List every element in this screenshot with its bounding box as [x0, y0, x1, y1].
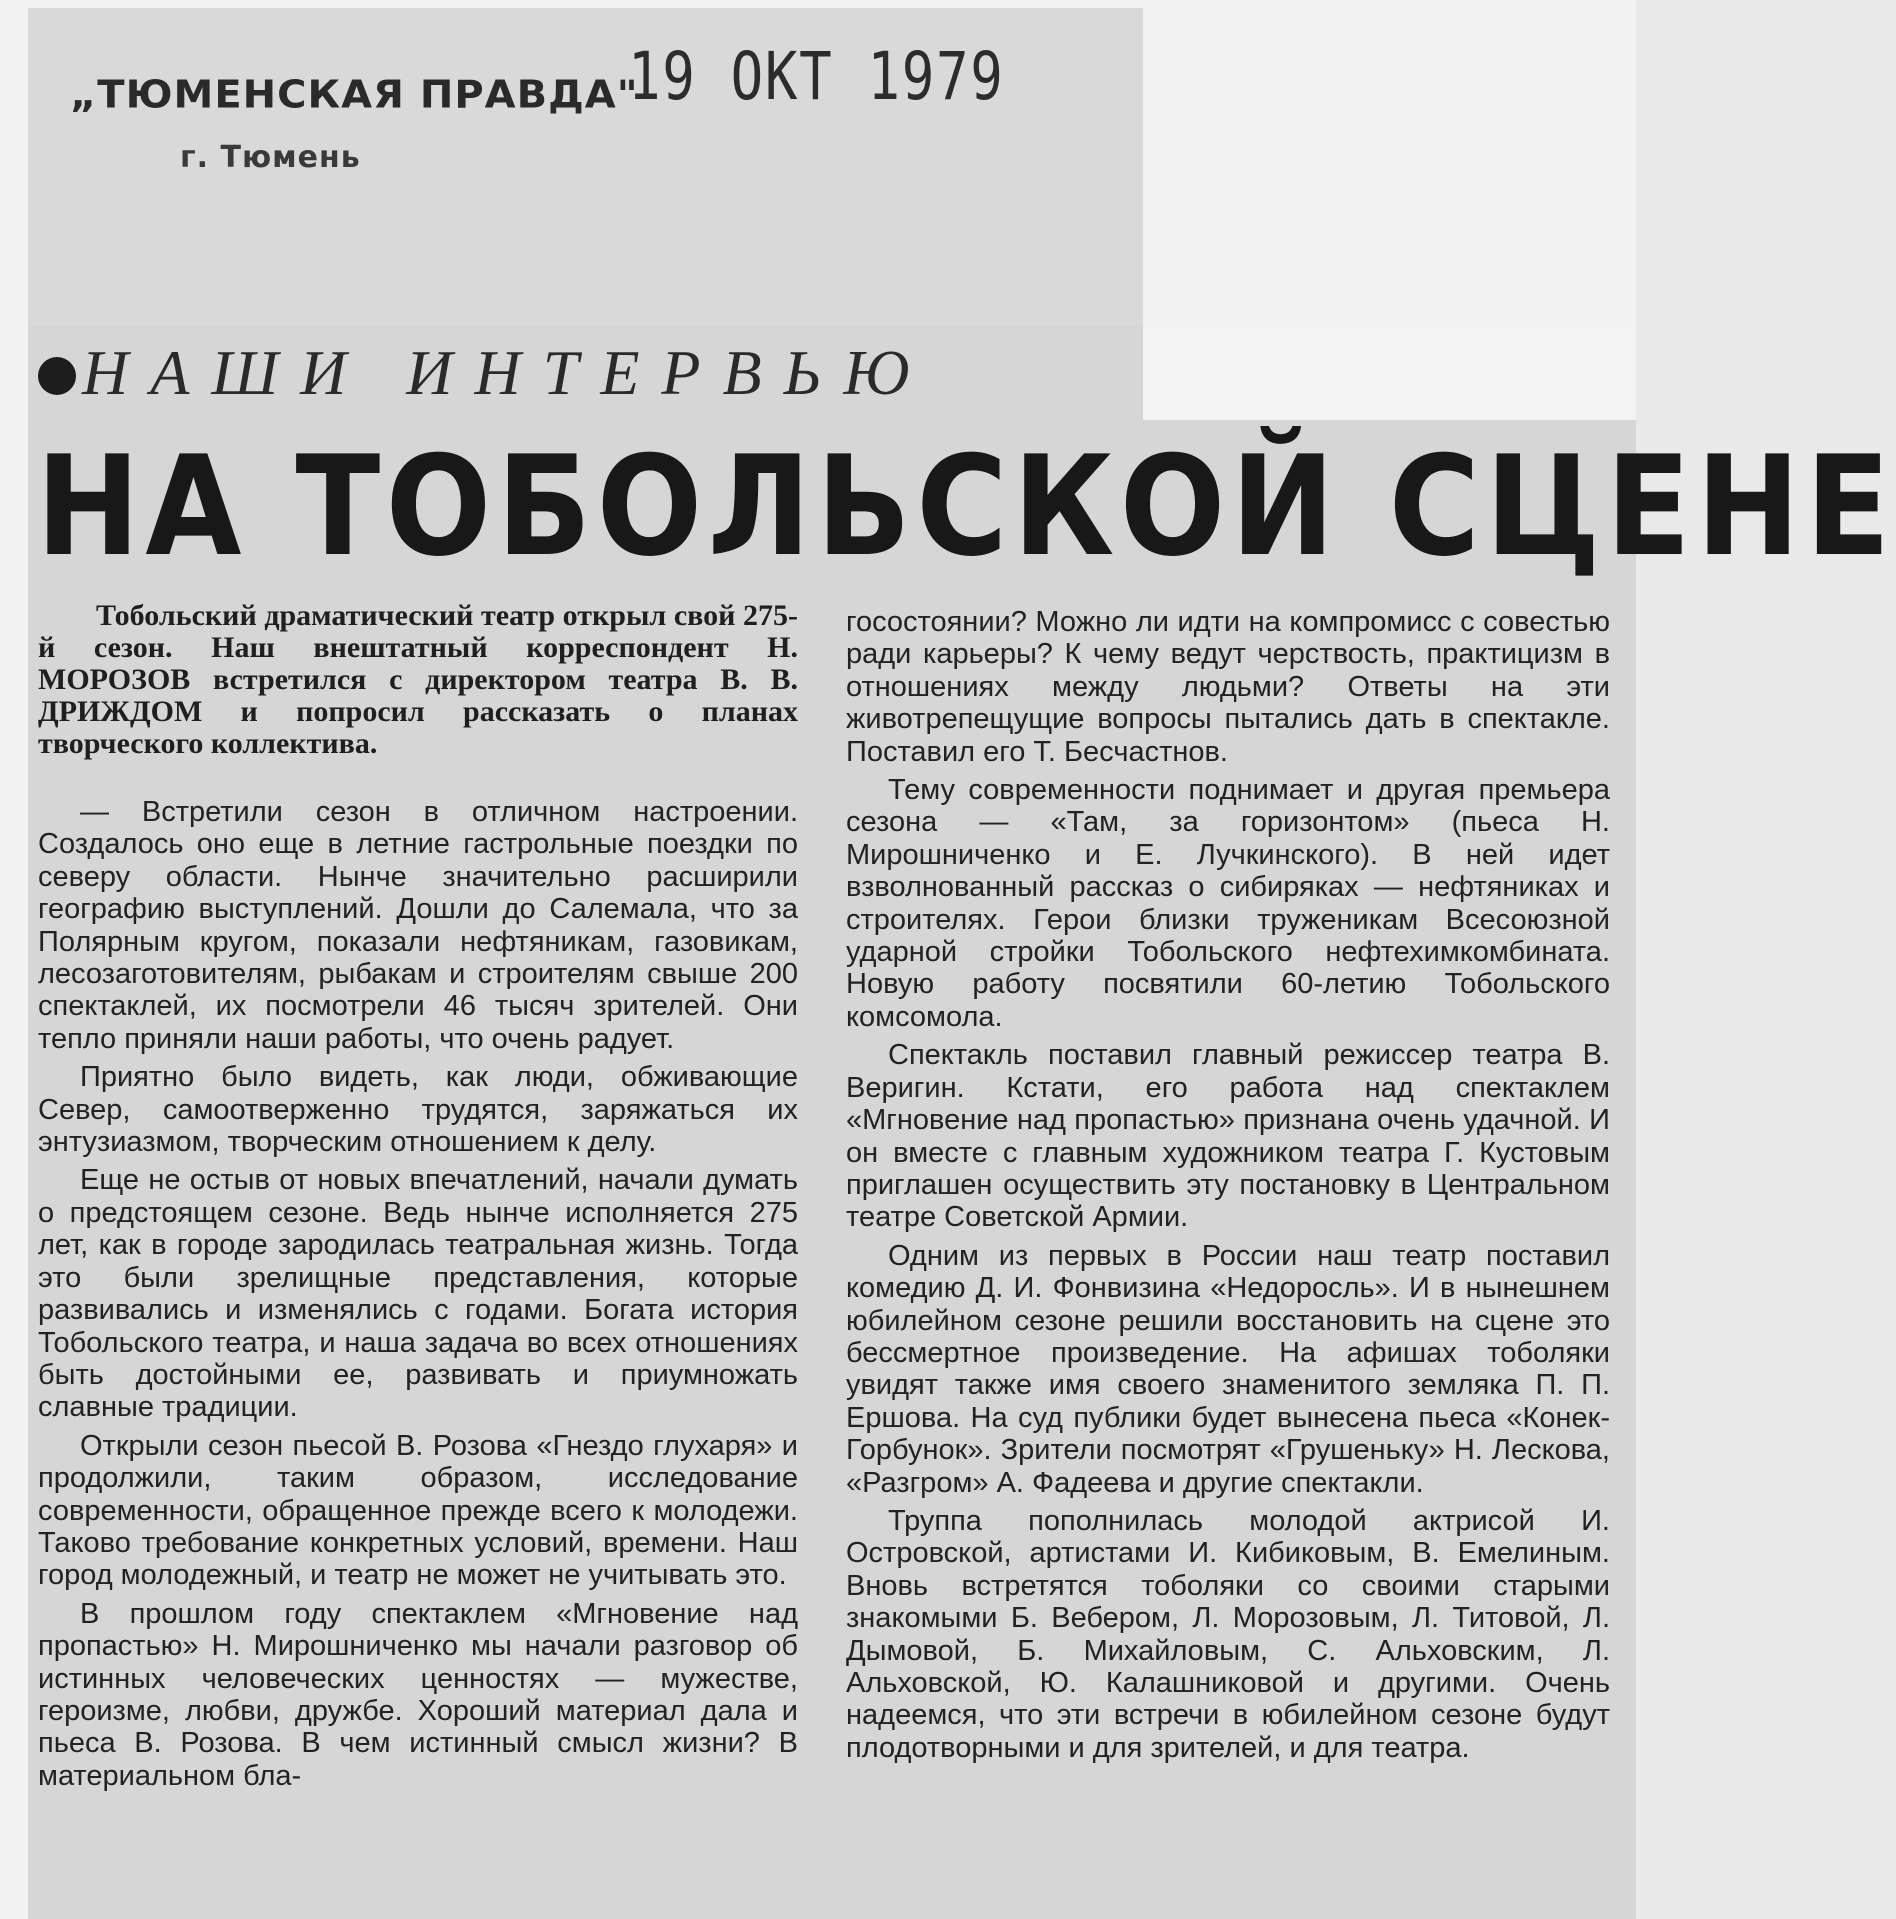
- newspaper-name: „ТЮМЕНСКАЯ ПРАВДА": [70, 73, 639, 117]
- bullet-icon: [38, 357, 76, 395]
- paragraph: В прошлом году спектаклем «Мгновение над пропастью» Н. Мирошниченко мы начали разговор об истинных человеческих ценностях — мужестве, героизме, любви, дружбе. Хороший материал дала и пьеса В. Розова. В чем истинный смысл жизни? В материальном бла-: [38, 1597, 798, 1792]
- headline: НА ТОБОЛЬСКОЙ СЦЕНЕ: [36, 426, 1896, 587]
- rubric-text: НАШИ ИНТЕРВЬЮ: [82, 337, 932, 408]
- paragraph: Еще не остыв от новых впечатлений, начали думать о предстоящем сезоне. Ведь нынче исполняется 275 лет, как в городе зародилась театральная жизнь. Тогда это были зрелищные представления, которые развивались и изменялись с годами. Богата история Тобольского театра, и наша задача во всех отношениях быть достойными ее, развивать и приумножать славные традиции.: [38, 1164, 798, 1424]
- paragraph: Тему современности поднимает и другая премьера сезона — «Там, за горизонтом» (пьеса Н. Мирошниченко и Е. Лучкинского). В ней идет взволнованный рассказ о сибиряках — нефтяниках и строителях. Герои близки труженикам Всесоюзной ударной стройки Тобольского нефтехимкомбината. Новую работу посвятили 60-летию Тобольского комсомола.: [846, 774, 1610, 1033]
- rubric: [38, 336, 931, 410]
- paragraph: Одним из первых в России наш театр поставил комедию Д. И. Фонвизина «Недоросль». И в нынешнем юбилейном сезоне решили восстановить на сцене это бессмертное произведение. На афишах тоболяки увидят также имя своего знаменитого земляка П. П. Ершова. На суд публики будет вынесена пьеса «Конек-Горбунок». Зрители посмотрят «Грушеньку» Н. Лескова, «Разгром» А. Фадеева и другие спектакли.: [846, 1239, 1610, 1499]
- date-stamp: 19 ОКТ 1979: [628, 38, 1005, 115]
- paragraph: госостоянии? Можно ли идти на компромисс с совестью ради карьеры? К чему ведут черствость, практицизм в отношениях между людьми? Ответы на эти животрепещущие вопросы пытались дать в спектакле. Поставил его Т. Бесчастнов.: [846, 606, 1610, 768]
- clipping-corner-gap: [1143, 326, 1636, 420]
- newspaper-city: г. Тюмень: [180, 140, 361, 175]
- paragraph: Приятно было видеть, как люди, обживающие Север, самоотверженно трудятся, заряжаться их энтузиазмом, творческим отношением к делу.: [38, 1061, 798, 1159]
- left-column: [38, 796, 798, 1798]
- lead-paragraph: Тобольский драматический театр открыл свой 275-й сезон. Наш внештатный корреспондент Н. МОРОЗОВ встретился с директором театра В. В. ДРИЖДОМ и попросил рассказать о планах творческого коллектива.: [38, 599, 798, 760]
- paragraph: Труппа пополнилась молодой актрисой И. Островской, артистами И. Кибиковым, В. Емелиным. Вновь встретятся тоболяки со своими старыми знакомыми Б. Вебером, Л. Морозовым, Л. Титовой, Л. Дымовой, Б. Михайловым, С. Альховским, Л. Альховской, Ю. Калашниковой и другими. Очень надеемся, что эти встречи в юбилейном сезоне будут плодотворными и для зрителей, и для театра.: [846, 1504, 1610, 1764]
- right-column: [846, 606, 1610, 1770]
- paragraph: Спектакль поставил главный режиссер театра В. Веригин. Кстати, его работа над спектаклем «Мгновение над пропастью» признана очень удачной. И он вместе с главным художником театра Г. Кустовым приглашен осуществить эту постановку в Центральном театре Советской Армии.: [846, 1039, 1610, 1234]
- paragraph: — Встретили сезон в отличном настроении. Создалось оно еще в летние гастрольные поездки по северу области. Нынче значительно расширили географию выступлений. Дошли до Салемала, что за Полярным кругом, показали нефтяникам, газовикам, лесозаготовителям, рыбакам и строителям свыше 200 спектаклей, их посмотрели 46 тысяч зрителей. Они тепло приняли наши работы, что очень радует.: [38, 796, 798, 1055]
- paragraph: Открыли сезон пьесой В. Розова «Гнездо глухаря» и продолжили, таким образом, исследование современности, обращенное прежде всего к молодежи. Таково требование конкретных условий, времени. Наш город молодежный, и театр не может не учитывать это.: [38, 1429, 798, 1592]
